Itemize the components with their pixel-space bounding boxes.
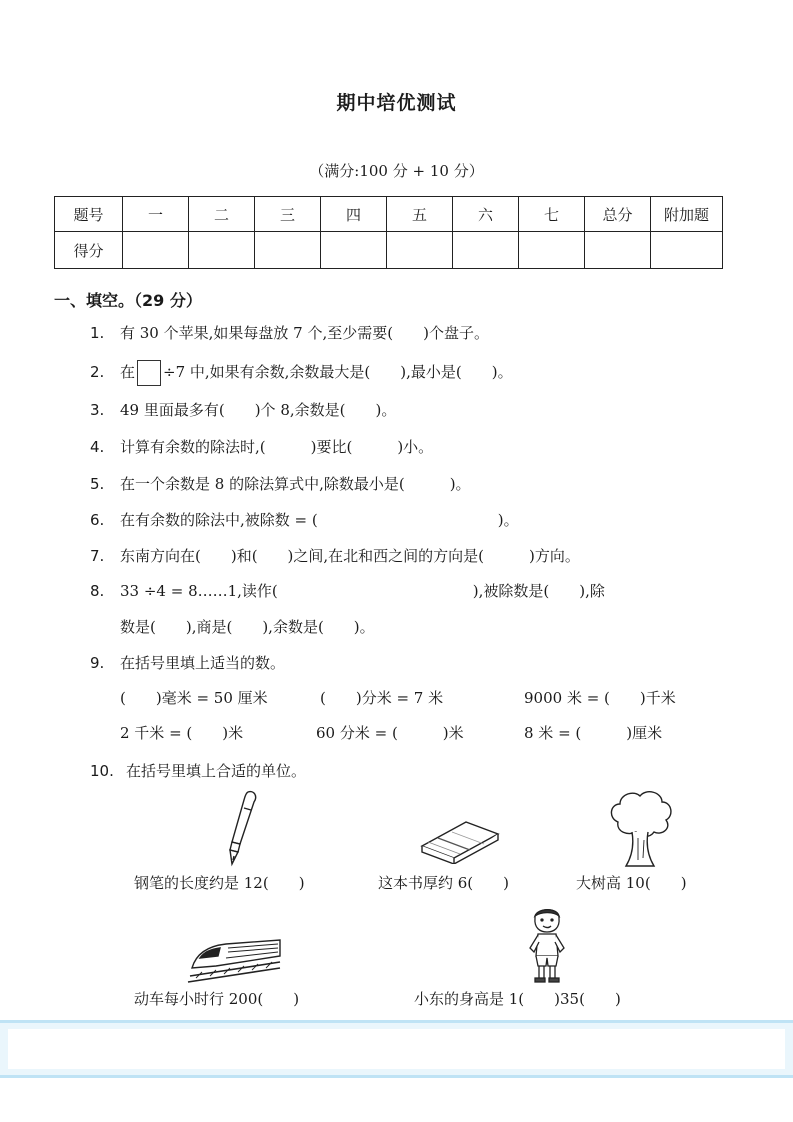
score-cell[interactable] bbox=[387, 232, 453, 269]
question-text: ÷7 中,如果有余数,余数最大是( ),最小是( )。 bbox=[163, 363, 513, 381]
unit-item-pen: 钢笔的长度约是 12( ) bbox=[134, 874, 305, 892]
question-number: 6. bbox=[90, 511, 105, 529]
question-text: 49 里面最多有( )个 8,余数是( )。 bbox=[120, 401, 397, 419]
question-text: 在有余数的除法中,被除数 = ( )。 bbox=[120, 511, 519, 529]
score-row-label: 得分 bbox=[55, 232, 123, 269]
score-subtitle: （满分:100 分 + 10 分） bbox=[309, 162, 484, 180]
question-5 bbox=[90, 473, 471, 494]
unit-item-tree: 大树高 10( ) bbox=[576, 874, 687, 892]
question-number: 9. bbox=[90, 654, 105, 672]
score-cell[interactable] bbox=[453, 232, 519, 269]
question-text: 计算有余数的除法时,( )要比( )小。 bbox=[120, 438, 434, 456]
tree-icon bbox=[606, 788, 676, 868]
score-header-cell: 题号 bbox=[55, 197, 123, 232]
score-header-cell: 附加题 bbox=[651, 197, 723, 232]
boy-icon bbox=[524, 904, 570, 986]
question-2 bbox=[90, 360, 513, 386]
score-table bbox=[54, 196, 723, 269]
question-10 bbox=[90, 760, 306, 781]
score-header-cell: 五 bbox=[387, 197, 453, 232]
question-1 bbox=[90, 322, 489, 343]
score-header-cell: 六 bbox=[453, 197, 519, 232]
conversion-item: ( )毫米 = 50 厘米 bbox=[120, 689, 268, 707]
answer-box[interactable] bbox=[137, 360, 161, 386]
question-number: 1. bbox=[90, 324, 105, 342]
question-6 bbox=[90, 509, 519, 530]
question-number: 7. bbox=[90, 547, 105, 565]
section-heading: 一、填空。（29 分） bbox=[54, 291, 202, 310]
page-title: 期中培优测试 bbox=[336, 92, 457, 114]
pen-icon bbox=[214, 788, 264, 868]
score-header-cell: 三 bbox=[255, 197, 321, 232]
question-text: 在括号里填上适当的数。 bbox=[120, 654, 286, 672]
score-header-cell: 二 bbox=[189, 197, 255, 232]
question-number: 3. bbox=[90, 401, 105, 419]
question-text: 在一个余数是 8 的除法算式中,除数最小是( )。 bbox=[120, 475, 471, 493]
book-icon bbox=[418, 812, 502, 864]
question-8-continuation: 数是( ),商是( ),余数是( )。 bbox=[120, 618, 375, 636]
conversion-item: 9000 米 = ( )千米 bbox=[524, 689, 676, 707]
score-cell[interactable] bbox=[189, 232, 255, 269]
unit-item-book: 这本书厚约 6( ) bbox=[378, 874, 510, 892]
score-header-cell: 七 bbox=[519, 197, 585, 232]
question-text: 在括号里填上合适的单位。 bbox=[126, 762, 307, 780]
question-7 bbox=[90, 545, 580, 566]
score-cell[interactable] bbox=[321, 232, 387, 269]
score-cell[interactable] bbox=[519, 232, 585, 269]
score-cell[interactable] bbox=[585, 232, 651, 269]
score-value-row bbox=[55, 232, 723, 269]
score-header-cell: 一 bbox=[123, 197, 189, 232]
question-text: 33 ÷4 = 8……1,读作( ),被除数是( ),除 bbox=[120, 582, 605, 600]
question-number: 8. bbox=[90, 582, 105, 600]
conversion-item: 2 千米 = ( )米 bbox=[120, 724, 244, 742]
question-number: 2. bbox=[90, 363, 105, 381]
question-8 bbox=[90, 580, 605, 601]
unit-item-train: 动车每小时行 200( ) bbox=[134, 990, 300, 1008]
question-text: 东南方向在( )和( )之间,在北和西之间的方向是( )方向。 bbox=[120, 547, 580, 565]
train-icon bbox=[186, 932, 282, 984]
question-number: 5. bbox=[90, 475, 105, 493]
question-number: 4. bbox=[90, 438, 105, 456]
question-3 bbox=[90, 399, 396, 420]
score-header-cell: 四 bbox=[321, 197, 387, 232]
score-cell[interactable] bbox=[651, 232, 723, 269]
footer-panel bbox=[8, 1029, 785, 1069]
question-4 bbox=[90, 436, 433, 457]
conversion-item: ( )分米 = 7 米 bbox=[320, 689, 444, 707]
question-text: 在 bbox=[120, 363, 136, 381]
unit-item-height: 小东的身高是 1( )35( ) bbox=[414, 990, 621, 1008]
score-header-row bbox=[55, 197, 723, 232]
score-cell[interactable] bbox=[255, 232, 321, 269]
score-cell[interactable] bbox=[123, 232, 189, 269]
score-header-cell: 总分 bbox=[585, 197, 651, 232]
footer-band bbox=[0, 1020, 793, 1078]
question-number: 10. bbox=[90, 762, 114, 780]
conversion-item: 60 分米 = ( )米 bbox=[316, 724, 464, 742]
question-9 bbox=[90, 652, 285, 673]
question-text: 有 30 个苹果,如果每盘放 7 个,至少需要( )个盘子。 bbox=[120, 324, 489, 342]
conversion-item: 8 米 = ( )厘米 bbox=[524, 724, 663, 742]
